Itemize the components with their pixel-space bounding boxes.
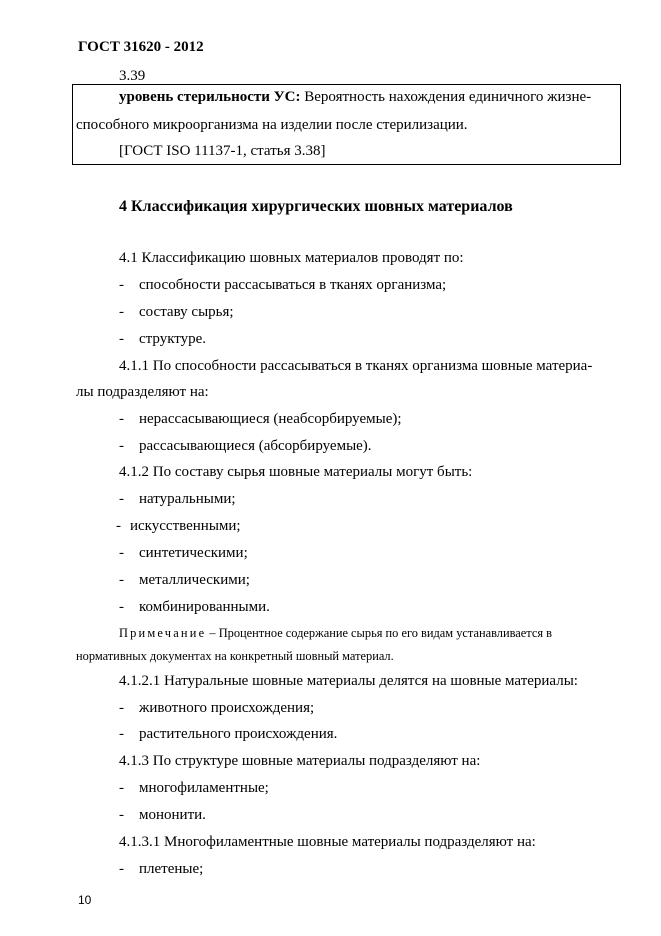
page-number: 10 — [78, 893, 92, 907]
list-item-text: искусственными; — [130, 518, 241, 534]
list-dash: - — [119, 861, 124, 877]
para-4-1: 4.1 Классификацию шовных материалов проводят по: — [119, 250, 464, 266]
list-item-text: комбинированными. — [139, 599, 270, 615]
para-4-1-2: 4.1.2 По составу сырья шовные материалы могут быть: — [119, 464, 473, 480]
list-item-text: многофиламентные; — [139, 780, 269, 796]
list-item-text: плетеные; — [139, 861, 204, 877]
definition-text-2: способного микроорганизма на изделии после стерилизации. — [76, 117, 468, 133]
definition-text-1: Вероятность нахождения единичного жизне- — [300, 89, 592, 105]
list-dash: - — [119, 411, 124, 427]
list-dash: - — [119, 545, 124, 561]
section-title: 4 Классификация хирургических шовных материалов — [119, 198, 513, 215]
list-item-text: структуре. — [139, 331, 207, 347]
para-4-1-3: 4.1.3 По структуре шовные материалы подразделяют на: — [119, 753, 481, 769]
list-item — [119, 779, 124, 797]
definition-source: [ГОСТ ISO 11137-1, статья 3.38] — [119, 143, 326, 159]
list-item — [119, 410, 124, 428]
definition-number: 3.39 — [119, 68, 146, 84]
list-dash: - — [119, 331, 124, 347]
para-4-1-1-line-2: лы подразделяют на: — [76, 384, 209, 400]
list-item-text: нерассасывающиеся (неабсорбируемые); — [139, 411, 402, 427]
list-item-text: способности рассасываться в тканях организма; — [139, 277, 447, 293]
note-line-2: нормативных документах на конкретный шовный материал. — [76, 649, 394, 663]
list-item — [119, 490, 124, 508]
para-4-1-1-line-1: 4.1.1 По способности рассасываться в тканях организма шовные материа- — [119, 358, 593, 374]
list-item — [119, 806, 124, 824]
list-item-text: мононити. — [139, 807, 206, 823]
list-dash: - — [116, 518, 121, 534]
list-dash: - — [119, 599, 124, 615]
list-item-text: растительного происхождения. — [139, 726, 338, 742]
para-4-1-3-1: 4.1.3.1 Многофиламентные шовные материалы подразделяют на: — [119, 834, 536, 850]
list-item-text: животного происхождения; — [139, 700, 315, 716]
definition-line-1 — [119, 88, 591, 106]
list-item — [119, 725, 124, 743]
list-item — [119, 544, 124, 562]
list-item-text: синтетическими; — [139, 545, 248, 561]
list-dash: - — [119, 491, 124, 507]
list-dash: - — [119, 700, 124, 716]
list-item — [119, 330, 124, 348]
list-item — [119, 571, 124, 589]
note-line-1 — [119, 626, 552, 641]
list-item — [119, 860, 124, 878]
list-item-text: рассасывающиеся (абсорбируемые). — [139, 438, 372, 454]
list-dash: - — [119, 277, 124, 293]
note-label: Примечание — [119, 626, 207, 640]
list-item-text: натуральными; — [139, 491, 236, 507]
list-item — [119, 437, 124, 455]
list-dash: - — [119, 807, 124, 823]
list-item — [119, 699, 124, 717]
note-text-1: – Процентное содержание сырья по его видам устанавливается в — [206, 626, 553, 640]
list-dash: - — [119, 780, 124, 796]
list-item-text: металлическими; — [139, 572, 250, 588]
list-item-text: составу сырья; — [139, 304, 234, 320]
para-4-1-2-1: 4.1.2.1 Натуральные шовные материалы делятся на шовные материалы: — [119, 673, 578, 689]
document-header: ГОСТ 31620 - 2012 — [78, 39, 204, 55]
list-dash: - — [119, 572, 124, 588]
list-dash: - — [119, 726, 124, 742]
list-dash: - — [119, 438, 124, 454]
list-item — [116, 517, 121, 535]
list-item — [119, 598, 124, 616]
list-item — [119, 303, 124, 321]
list-item — [119, 276, 124, 294]
definition-term: уровень стерильности УС: — [119, 89, 301, 105]
list-dash: - — [119, 304, 124, 320]
